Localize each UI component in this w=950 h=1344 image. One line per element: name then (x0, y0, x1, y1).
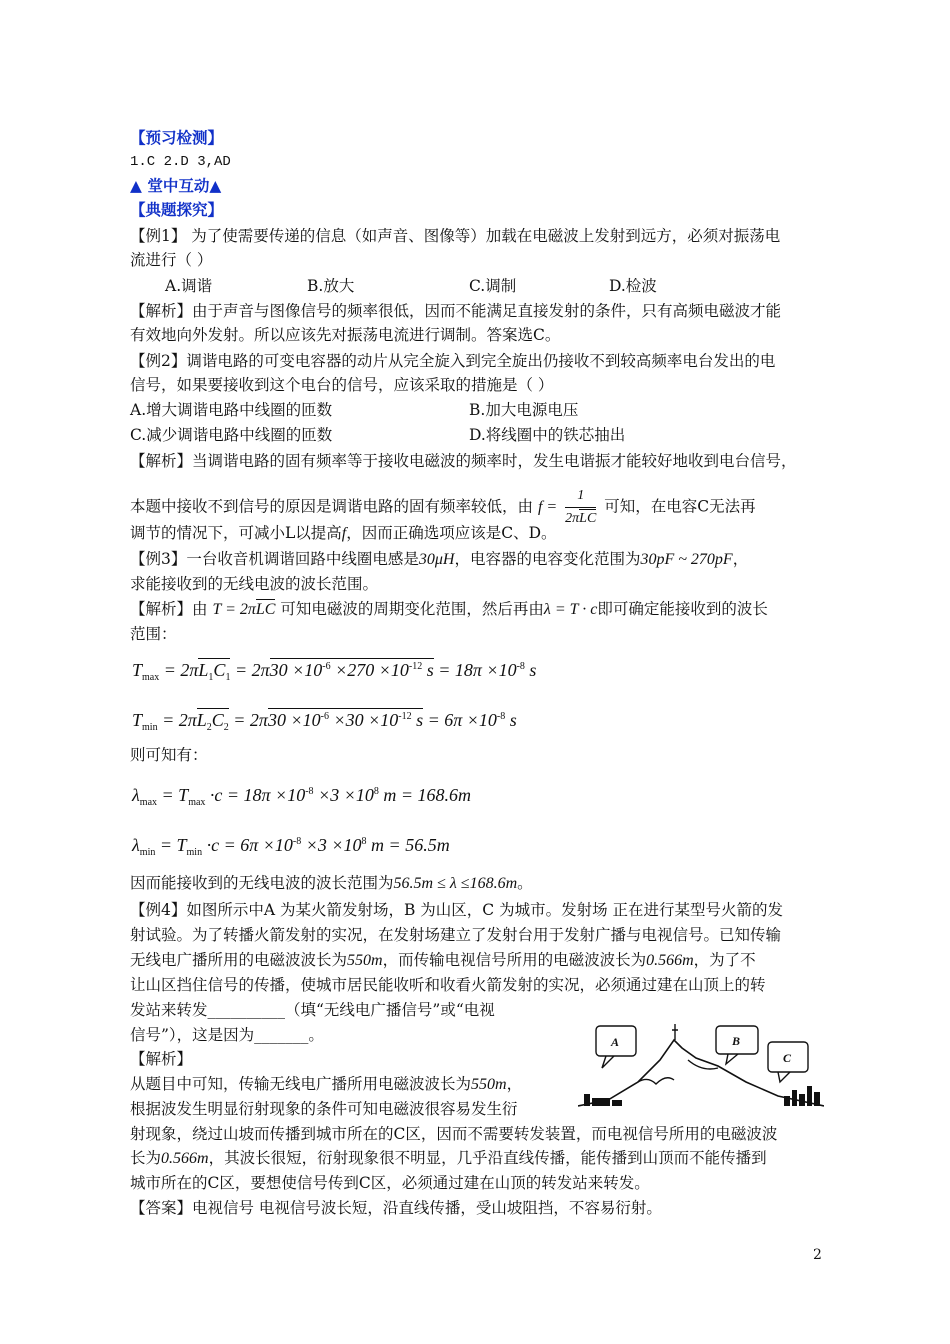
section-title: ▲ 堂中互动▲ (130, 176, 222, 195)
t-min-equation: $T_{min} = 2\pi L_2C_2 = 2\pi 30 \times 10^{-6} \times 30 \times 10^{-12}$ $s = 6\pi \times 10^{-8}$ s (132, 710, 517, 733)
ex1-option-c: C.调制 (469, 277, 517, 295)
period-formula: T = 2πLC (212, 601, 276, 618)
page-number: 2 (813, 1247, 822, 1263)
t-max-equation: $T_{max} = 2\pi L_1C_1 = 2\pi 30 \times 10^{-6} \times 270 \times 10^{-12}$ $s = 18\pi \times 10^{-8}$ s (132, 660, 537, 683)
ex3-analysis-cont: 范围： (130, 625, 177, 643)
ex4-question-line6: 信号”），这是因为_______。 (130, 1026, 324, 1044)
figure-label-b: B (732, 1034, 741, 1048)
ex1-analysis-cont: 有效地向外发射。所以应该先对振荡电流进行调制。答案选C。 (130, 326, 561, 344)
ex3-analysis: 【解析】由 T = 2πLC 可知电磁波的周期变化范围，然后再由λ = T · c即可确定能接收到的波长 (130, 600, 768, 618)
ex2-option-c: C.减少调谐电路中线圈的匝数 (130, 426, 333, 444)
preview-title: 【预习检测】 (130, 128, 224, 147)
ex2-option-b: B.加大电源电压 (469, 401, 579, 419)
then-label: 则可知有： (130, 746, 208, 764)
lambda-max-equation: $\lambda_{max} = T_{max} \cdot c = 18\pi \times 10^{-8} \times 3 \times 10^8$ m = 168.6m (132, 785, 472, 808)
mountain-figure (578, 1020, 824, 1108)
lambda-min-equation: $\lambda_{min} = T_{min} \cdot c = 6\pi \times 10^{-8} \times 3 \times 10^8$ m = 56.5m (132, 835, 450, 858)
ex3-question-cont: 求能接收到的无线电波的波长范围。 (130, 575, 379, 593)
ex1-option-d: D.检波 (609, 277, 657, 295)
ex4-analysis-line5: 城市所在的C区，要想使信号传到C区，必须通过建在山顶的转发站来转发。 (130, 1174, 650, 1192)
preview-answers: 1.C 2.D 3,AD (130, 154, 231, 170)
frequency-fraction: $\frac{1}{\text{2πLC}}$ (565, 485, 596, 530)
ex4-question-line5: 发站来转发__________（填“无线电广播信号”或“电视 (130, 1001, 495, 1019)
ex2-analysis-line2: 本题中接收不到信号的原因是调谐电路的固有频率较低，由 f = $\frac{1}{\text{2πLC}}$ 可知，在电容C无法再 (130, 485, 756, 530)
ex2-option-d: D.将线圈中的铁芯抽出 (469, 426, 626, 444)
ex1-analysis: 【解析】由于声音与图像信号的频率很低，因而不能满足直接发射的条件，只有高频电磁波才能 (130, 302, 782, 320)
wavelength-range: 56.5m ≤ λ ≤168.6m (393, 875, 518, 892)
relay-tower (672, 1024, 678, 1040)
frequency-formula: f = (537, 498, 558, 516)
examples-title: 【典题探究】 (130, 200, 224, 219)
wavelength-formula: λ = T · c (543, 601, 598, 618)
ex4-question: 【例4】如图所示中A 为某火箭发射场，B 为山区，C 为城市。发射场 正在进行某型号火箭的发 (130, 901, 784, 919)
ex3-question: 【例3】一台收音机调谐回路中线圈电感是30μH，电容器的电容变化范围为30pF ~ 270pF， (130, 550, 749, 568)
ex1-question-cont: 流进行（ ） (130, 251, 213, 269)
ex4-answer: 【答案】电视信号 电视信号波长短，沿直线传播，受山坡阻挡，不容易衍射。 (130, 1199, 662, 1217)
ex4-question-line3: 无线电广播所用的电磁波波长为550m，而传输电视信号所用的电磁波波长为0.566m，为了不 (130, 951, 756, 969)
ex2-analysis: 【解析】当调谐电路的固有频率等于接收电磁波的频率时，发生电谐振才能较好地收到电台信号， (130, 452, 797, 470)
ex4-analysis-title: 【解析】 (130, 1050, 193, 1068)
ex2-analysis-line3: 调节的情况下，可减小L以提高f，因而正确选项应该是C、D。 (130, 524, 557, 542)
ex1-question: 【例1】 为了使需要传递的信息（如声音、图像等）加载在电磁波上发射到远方，必须对振荡电 (130, 227, 781, 245)
figure-label-c: C (783, 1051, 792, 1065)
ex4-analysis-line2: 根据波发生明显衍射现象的条件可知电磁波很容易发生衍 (130, 1100, 518, 1118)
capacitance-range: 30pF ~ 270pF (640, 551, 733, 568)
ex4-question-line2: 射试验。为了转播火箭发射的实况，在发射场建立了发射台用于发射广播与电视信号。已知传输 (130, 926, 782, 944)
ex2-question: 【例2】调谐电路的可变电容器的动片从完全旋入到完全旋出仍接收不到较高频率电台发出的电 (130, 352, 776, 370)
ex1-option-a: A.调谐 (165, 277, 213, 295)
ex4-analysis-line3: 射现象，绕过山坡而传播到城市所在的C区，因而不需要转发装置，而电视信号所用的电磁波波 (130, 1125, 778, 1143)
ex2-option-a: A.增大调谐电路中线圈的匝数 (130, 401, 333, 419)
ex2-question-cont: 信号，如果要接收到这个电台的信号，应该采取的措施是（ ） (130, 376, 554, 394)
ex4-question-line4: 让山区挡住信号的传播，使城市居民能收听和收看火箭发射的实况，必须通过建在山顶上的转 (130, 976, 766, 994)
ex4-analysis-line4: 长为0.566m，其波长很短，衍射现象很不明显，几乎沿直线传播，能传播到山顶而不能传播到 (130, 1149, 767, 1167)
figure-label-a: A (611, 1035, 620, 1049)
inductance-value: 30μH (418, 551, 455, 568)
ex4-analysis-line1: 从题目中可知，传输无线电广播所用电磁波波长为550m， (130, 1075, 523, 1093)
ex1-option-b: B.放大 (307, 277, 355, 295)
ex3-conclusion: 因而能接收到的无线电波的波长范围为56.5m ≤ λ ≤168.6m。 (130, 874, 533, 892)
